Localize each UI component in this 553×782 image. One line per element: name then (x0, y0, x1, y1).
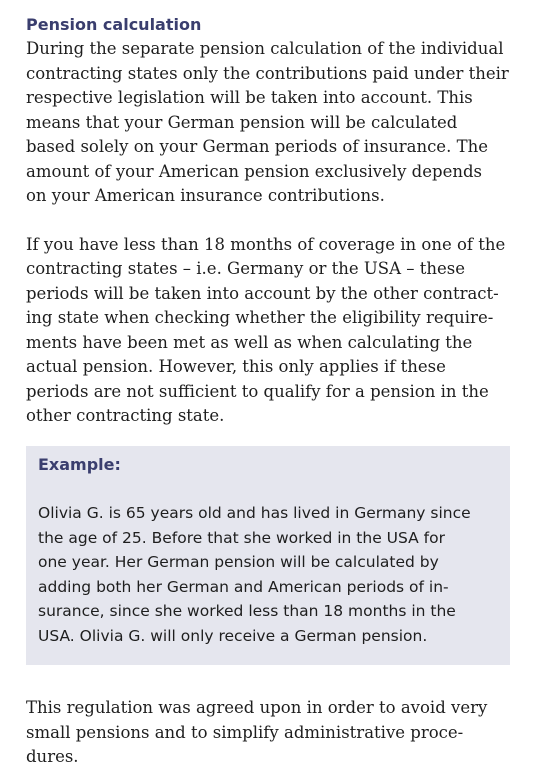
text-line: ing state when checking whether the eligibility require- (26, 308, 494, 327)
text-line: dures. (26, 747, 79, 766)
text-line: ments have been met as well as when calculating the (26, 332, 473, 352)
text-line: one year. Her German pension will be calculated by (38, 553, 439, 571)
section-heading: Pension calculation (26, 15, 202, 34)
text-line: If you have less than 18 months of coverage in one of the (26, 234, 506, 254)
text-line: During the separate pension calculation of the individual (26, 39, 504, 58)
text-line: USA. Olivia G. will only receive a German pension. (38, 626, 428, 645)
text-line: respective legislation will be taken into account. This (26, 88, 473, 107)
text-line: the age of 25. Before that she worked in the USA for (38, 528, 445, 547)
example-text (38, 501, 498, 648)
paragraph-coverage (26, 233, 526, 429)
document-page (26, 14, 526, 429)
text-line: periods are not sufficient to qualify for a pension in the (26, 381, 489, 401)
text-line: small pensions and to simplify administrative proce- (26, 722, 464, 742)
text-line: Olivia G. is 65 years old and has lived in Germany since (38, 504, 471, 522)
text-line: on your American insurance contributions. (26, 186, 385, 205)
text-line: surance, since she worked less than 18 months in the (38, 602, 456, 620)
text-line: means that your German pension will be calculated (26, 112, 458, 132)
text-line: actual pension. However, this only applies if these (26, 357, 446, 376)
example-box (26, 446, 510, 665)
text-line: amount of your American pension exclusively depends (26, 161, 482, 181)
example-title: Example: (38, 455, 121, 474)
text-line: contracting states – i.e. Germany or the USA – these (26, 259, 466, 278)
text-line: adding both her German and American periods of in- (38, 577, 449, 596)
text-line: contracting states only the contributions paid under their (26, 63, 509, 83)
text-line: periods will be taken into account by the other contract- (26, 283, 499, 303)
text-line: based solely on your German periods of insurance. The (26, 137, 488, 156)
paragraph-closing (26, 696, 526, 770)
paragraph-contributions (26, 37, 526, 209)
text-line: other contracting state. (26, 406, 225, 425)
text-line: This regulation was agreed upon in order to avoid very (26, 698, 488, 717)
